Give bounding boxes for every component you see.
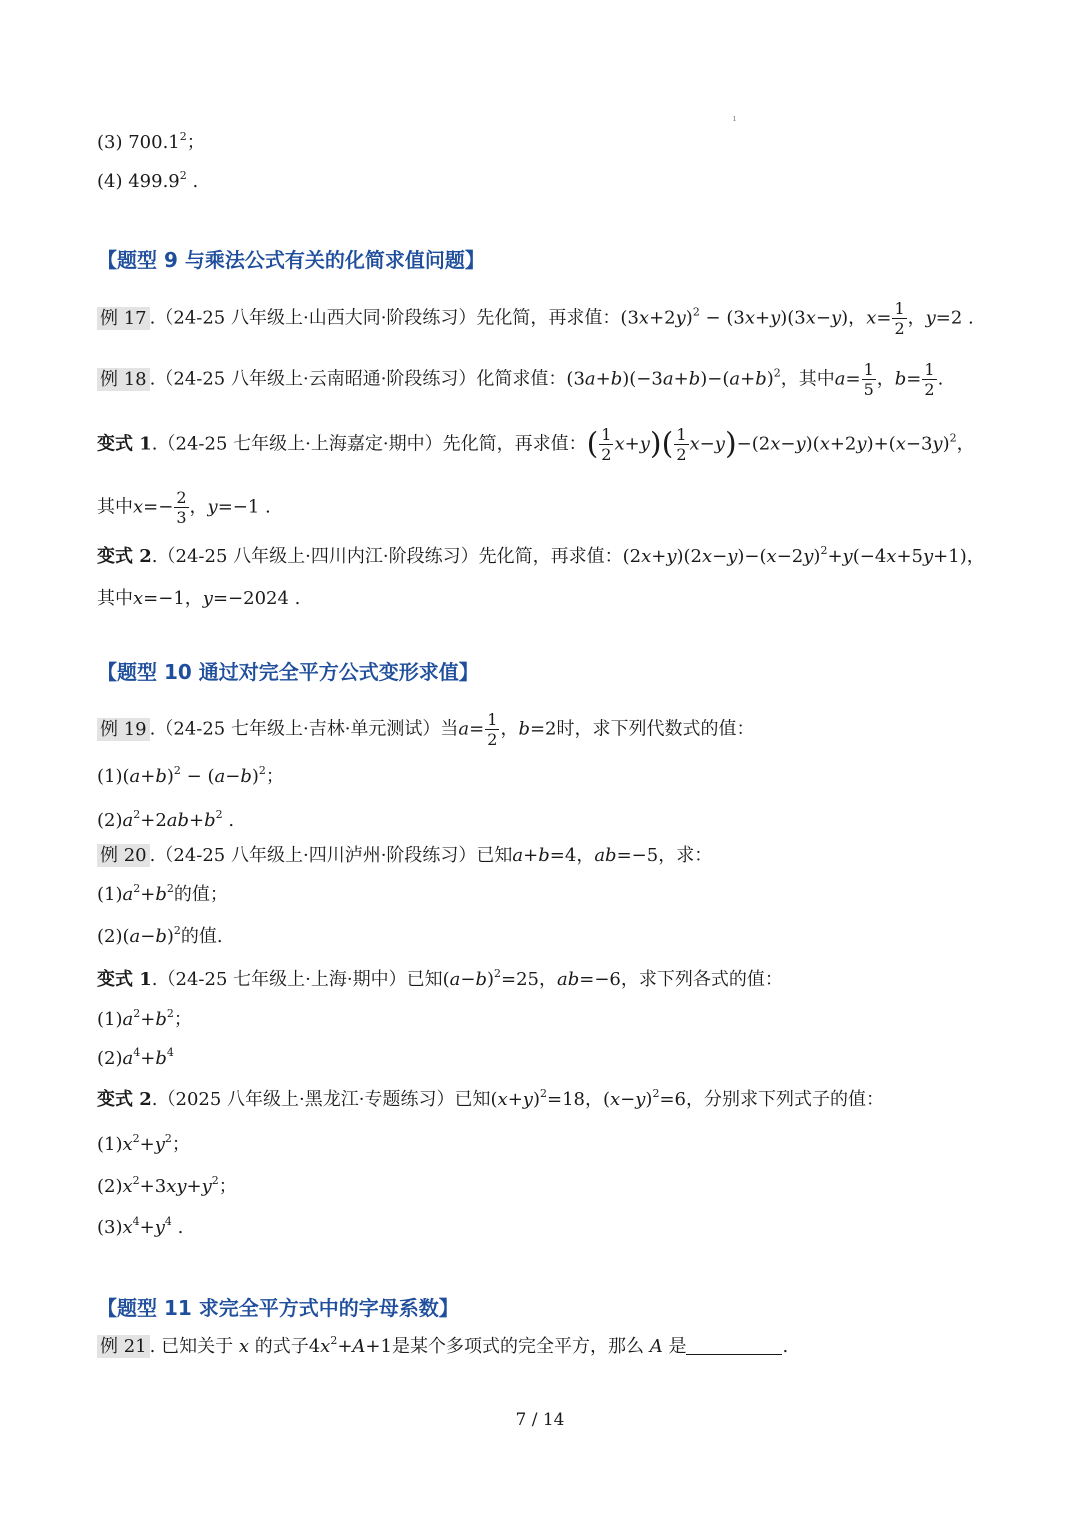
section-9-heading: 【题型 9 与乘法公式有关的化简求值问题】 <box>97 248 485 272</box>
example-17: 例 17 .（24-25 八年级上·山西大同·阶段练习）先化简，再求值：$(3x+2y)^2 - (3x+y)(3x-y)$，x= $\frac{1}{2}$ ，y=2 . <box>97 299 974 338</box>
example-tag: 例 20 <box>97 844 150 867</box>
item-3: (3) 700.1$^2$； <box>97 130 205 153</box>
section-11-heading: 【题型 11 求完全平方式中的字母系数】 <box>97 1296 459 1320</box>
variant-2-s10-part-2: $(2)x^2+3xy+y^2$； <box>97 1174 237 1197</box>
variant-1-s10: 变式 1.（24-25 七年级上·上海·期中）已知$(a-b)^2=25$，ab=−6，求下列各式的值： <box>97 967 783 990</box>
variant-1-s10-part-1: $(1)a^2+b^2$； <box>97 1007 192 1030</box>
mark: ı <box>733 114 736 124</box>
variant-tag: 变式 1 <box>97 433 152 455</box>
example-20: 例 20 .（24-25 八年级上·四川泸州·阶段练习）已知a+b=4，ab=−5，求： <box>97 844 712 868</box>
variant-2-s10-part-3: $(3)x^4+y^4$ . <box>97 1215 184 1238</box>
variant-tag: 变式 1 <box>97 969 152 990</box>
variant-tag: 变式 2 <box>97 546 152 567</box>
item-4: (4) 499.9$^2$ . <box>97 169 199 192</box>
page-number: 7 / 14 <box>515 1410 565 1430</box>
variant-2-s9: 变式 2.（24-25 八年级上·四川内江·阶段练习）先化简，再求值：$(2x+y)(2x-y)-(x-2y)^2+y(-4x+5y+1)$， <box>97 544 985 567</box>
example-tag: 例 19 <box>97 718 150 741</box>
example-19-part-1: $(1)(a+b)^2 - (a-b)^2$； <box>97 764 284 787</box>
variant-tag: 变式 2 <box>97 1089 152 1110</box>
example-21: 例 21 . 已知关于 x 的式子$4x^2+A+1$是某个多项式的完全平方，那么 A 是 . <box>97 1335 788 1359</box>
example-20-part-2: $(2)(a-b)^2$的值. <box>97 924 223 947</box>
example-18: 例 18 .（24-25 八年级上·云南昭通·阶段练习）化简求值：$(3a+b)(-3a+b)-(a+b)^2$，其中a= $\frac{1}{5}$ ，b= $\frac{1}{2}$ . <box>97 360 943 399</box>
variant-2-s10: 变式 2.（2025 八年级上·黑龙江·专题练习）已知$(x+y)^2=18$，$(x-y)^2=6$，分别求下列式子的值： <box>97 1087 884 1110</box>
variant-2-s10-part-1: $(1)x^2+y^2$； <box>97 1132 190 1155</box>
example-tag: 例 21 <box>97 1335 150 1358</box>
example-20-part-1: $(1)a^2+b^2$的值； <box>97 882 228 905</box>
example-19: 例 19 .（24-25 七年级上·吉林·单元测试）当a= $\frac{1}{2}$ ，b=2时，求下列代数式的值： <box>97 710 755 749</box>
section-10-heading: 【题型 10 通过对完全平方公式变形求值】 <box>97 660 479 684</box>
example-tag: 例 18 <box>97 368 150 391</box>
variant-1-s9-condition: 其中x=− $\frac{2}{3}$ ，y=−1 . <box>97 488 271 527</box>
example-tag: 例 17 <box>97 307 150 330</box>
variant-2-s9-condition: 其中x=−1，y=−2024 . <box>97 588 301 609</box>
variant-1-s10-part-2: $(2)a^4+b^4$ <box>97 1046 174 1069</box>
answer-blank[interactable] <box>686 1336 782 1355</box>
variant-1-s9: 变式 1.（24-25 七年级上·上海嘉定·期中）先化简，再求值：( $\frac{1}{2}$ x+y)( $\frac{1}{2}$ $x-y)-(2x-y)(x+2y)+(x-3y)^2$， <box>97 425 975 464</box>
example-19-part-2: $(2)a^2+2ab+b^2$ . <box>97 808 235 831</box>
